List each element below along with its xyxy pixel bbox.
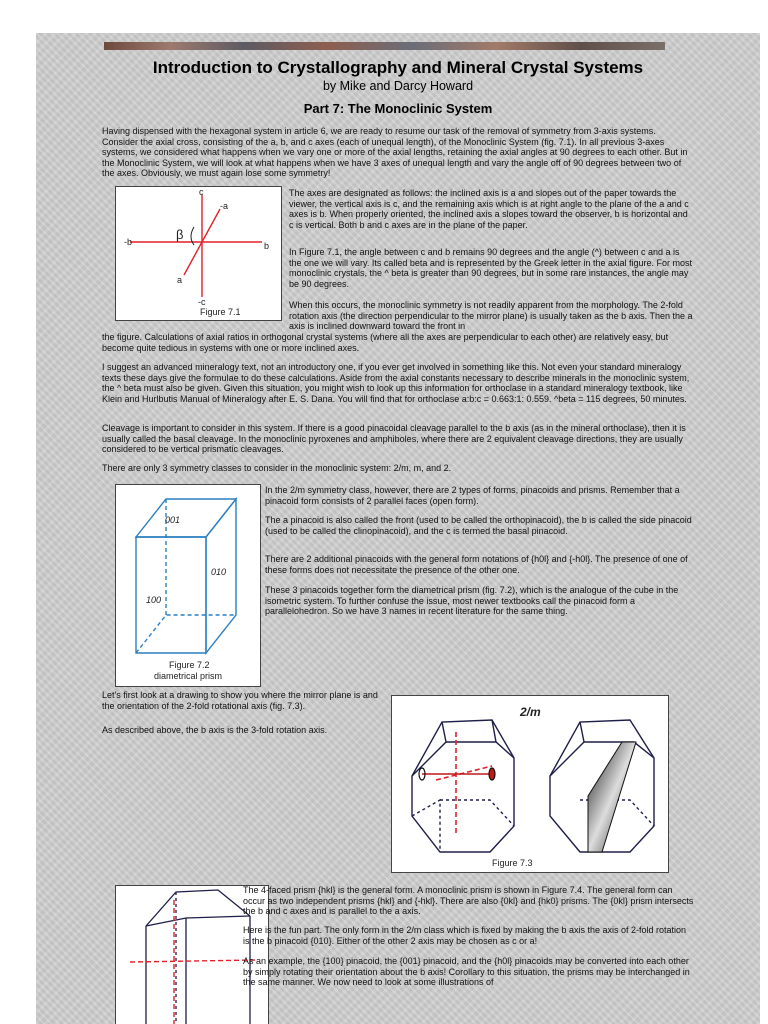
- face-label-001: 001: [165, 515, 181, 525]
- figure-subcaption: diametrical prism: [154, 671, 223, 681]
- article-byline: by Mike and Darcy Howard: [322, 79, 474, 93]
- figure-caption: Figure 7.2: [169, 660, 210, 670]
- figure-7-1: [115, 186, 282, 321]
- paragraph-forms: In the 2/m symmetry class, however, there are 2 types of forms, pinacoids and prisms. Remember that a pinacoid form consists of 2 parallel faces (open form).: [265, 485, 680, 506]
- paragraph-mirror: Let's first look at a drawing to show you where the mirror plane is and the orientation of the 2-fold rotational axis (fig. 7.3).: [102, 690, 378, 711]
- axis-label-b: b: [264, 241, 270, 251]
- decorative-banner: [104, 42, 665, 50]
- figure-7-3: [391, 695, 669, 873]
- axis-label-c: c: [199, 187, 204, 197]
- face-label-010: 010: [211, 567, 227, 577]
- figure-caption: Figure 7.1: [200, 307, 241, 317]
- figure-7-2: [115, 484, 261, 687]
- paragraph-monoclinic-2: the figure. Calculations of axial ratios in orthogonal crystal systems (where all the axes are perpendicular to each other) are relatively easy, but become quite tedious in systems with one or more inclined axes.: [102, 332, 669, 353]
- face-label-100: 100: [146, 595, 162, 605]
- paragraph-intro: Having dispensed with the hexagonal system in article 6, we are ready to resume our task of the removal of symmetry from 3-axis systems. Consider the axial cross, consisting of the a, b, and c axes (each of unequal length), of the Monoclinic System (fig. 7.1). In all previous 3-axes systems, we considered what happens when we vary one or more of the axial lengths, retaining the axial angles at 90 degrees to each other. But in the Monoclinic System, we will look at what happens when we have 3 axes of unequal length and vary the angle off of 90 degrees between two of the axes. Obviously, we must again lose some symmetry!: [102, 126, 688, 179]
- paragraph-cleavage: Cleavage is important to consider in this system. If there is a good pinacoidal cleavage parallel to the b axis (as in the mineral orthoclase), then it is usually called the basal cleavage. In the monoclinic pyroxenes and amphiboles, where there are 2 equivalent cleavage directions, they are usually considered to be vertical prismatic cleavages.: [102, 423, 686, 455]
- paragraph-classes: There are only 3 symmetry classes to consider in the monoclinic system: 2/m, m, and 2.: [102, 463, 452, 473]
- axis-label-a: a: [177, 275, 183, 285]
- axis-label-neg-a: -a: [220, 201, 229, 211]
- paragraph-axes: The axes are designated as follows: the inclined axis is a and slopes out of the paper towards the viewer, the vertical axis is c, and the remaining axis which is at right angle to the plane of the a and c axes is b. When properly oriented, the inclined axis a slopes toward the observer, b is horizontal and c is vertical. Both b and c axes are in the plane of the paper.: [289, 188, 689, 230]
- paragraph-diametrical: These 3 pinacoids together form the diametrical prism (fig. 7.2), which is the analogue of the cube in the isometric system. To further confuse the issue, most newer textbooks call the pinacoid form a parallelohedron. So we have 3 names in recent literature for the same thing.: [265, 585, 679, 617]
- class-label: 2/m: [520, 705, 541, 719]
- paragraph-beta: In Figure 7.1, the angle between c and b remains 90 degrees and the angle (^) between c and a is the one we will vary. Its called beta and is represented by the Greek letter in the axial figure. For most monoclinic crystals, the ^ beta is greater than 90 degrees, but in some rare instances, the angle may be 90 degrees.: [289, 247, 693, 289]
- axis-label-neg-b: -b: [124, 237, 133, 247]
- beta-symbol: β: [176, 227, 184, 242]
- figure-caption: Figure 7.3: [492, 858, 533, 868]
- paragraph-monoclinic-1: When this occurs, the monoclinic symmetry is not readily apparent from the morphology. The 2-fold rotation axis (the direction perpendicular to the mirror plane) is usually taken as the b axis. Then the a axis is inclined downward toward the front in: [289, 300, 693, 332]
- document-page: [36, 33, 760, 1024]
- paragraph-suggest: I suggest an advanced mineralogy text, not an introductory one, if you ever get involved in something like this. Not even your standard mineralogy texts these days give the formulae to do these calculations. Aside from the axial constants necessary to describe minerals in the monoclinic system, the ^ beta must also be given. Given this situation, you might wish to look up this information for orthoclase in a standard mineralogy textbook, like Klein and Hurlbutis Manual of Mineralogy after E. S. Dana. You will find that for orthoclase a:b:c = 0.663:1: 0.559. ^beta = 115 degrees, 50 minutes.: [102, 362, 690, 404]
- article-title: Introduction to Crystallography and Mineral Crystal Systems: [152, 58, 644, 77]
- paragraph-b-axis: As described above, the b axis is the 3-fold rotation axis.: [102, 725, 328, 735]
- paragraph-fun: Here is the fun part. The only form in the 2/m class which is fixed by making the b axis the axis of 2-fold rotation is the b pinacoid {010}. Either of the other 2 axis may be chosen as c or a!: [243, 925, 687, 946]
- paragraph-prism: The 4-faced prism {hkl} is the general form. A monoclinic prism is shown in Figure 7.4. The general form can occur as two independent prisms {hkl} and {-hkl}. There are also {0kl} and {hk0} prisms. The {0kl} prism intersects the b and c axes and is parallel to the a axis.: [243, 885, 694, 917]
- paragraph-additional: There are 2 additional pinacoids with the general form notations of {h0l} and {-h0l}. The presence of one of these forms does not necessitate the presence of the other one.: [265, 554, 688, 575]
- paragraph-example: As an example, the {100} pinacoid, the {001} pinacoid, and the {h0l} pinacoids may be converted into each other by simply rotating their orientation about the b axis! Corollary to this situation, the prisms may be interchanged in the same manner. We now need to look at some illustrations of: [243, 956, 690, 988]
- paragraph-pinacoid: The a pinacoid is also called the front (used to be called the orthopinacoid), the b is called the side pinacoid (used to be called the clinopinacoid), and the c is termed the basal pinacoid.: [265, 515, 692, 536]
- axis-label-neg-c: -c: [198, 297, 206, 307]
- section-heading: Part 7: The Monoclinic System: [303, 101, 493, 116]
